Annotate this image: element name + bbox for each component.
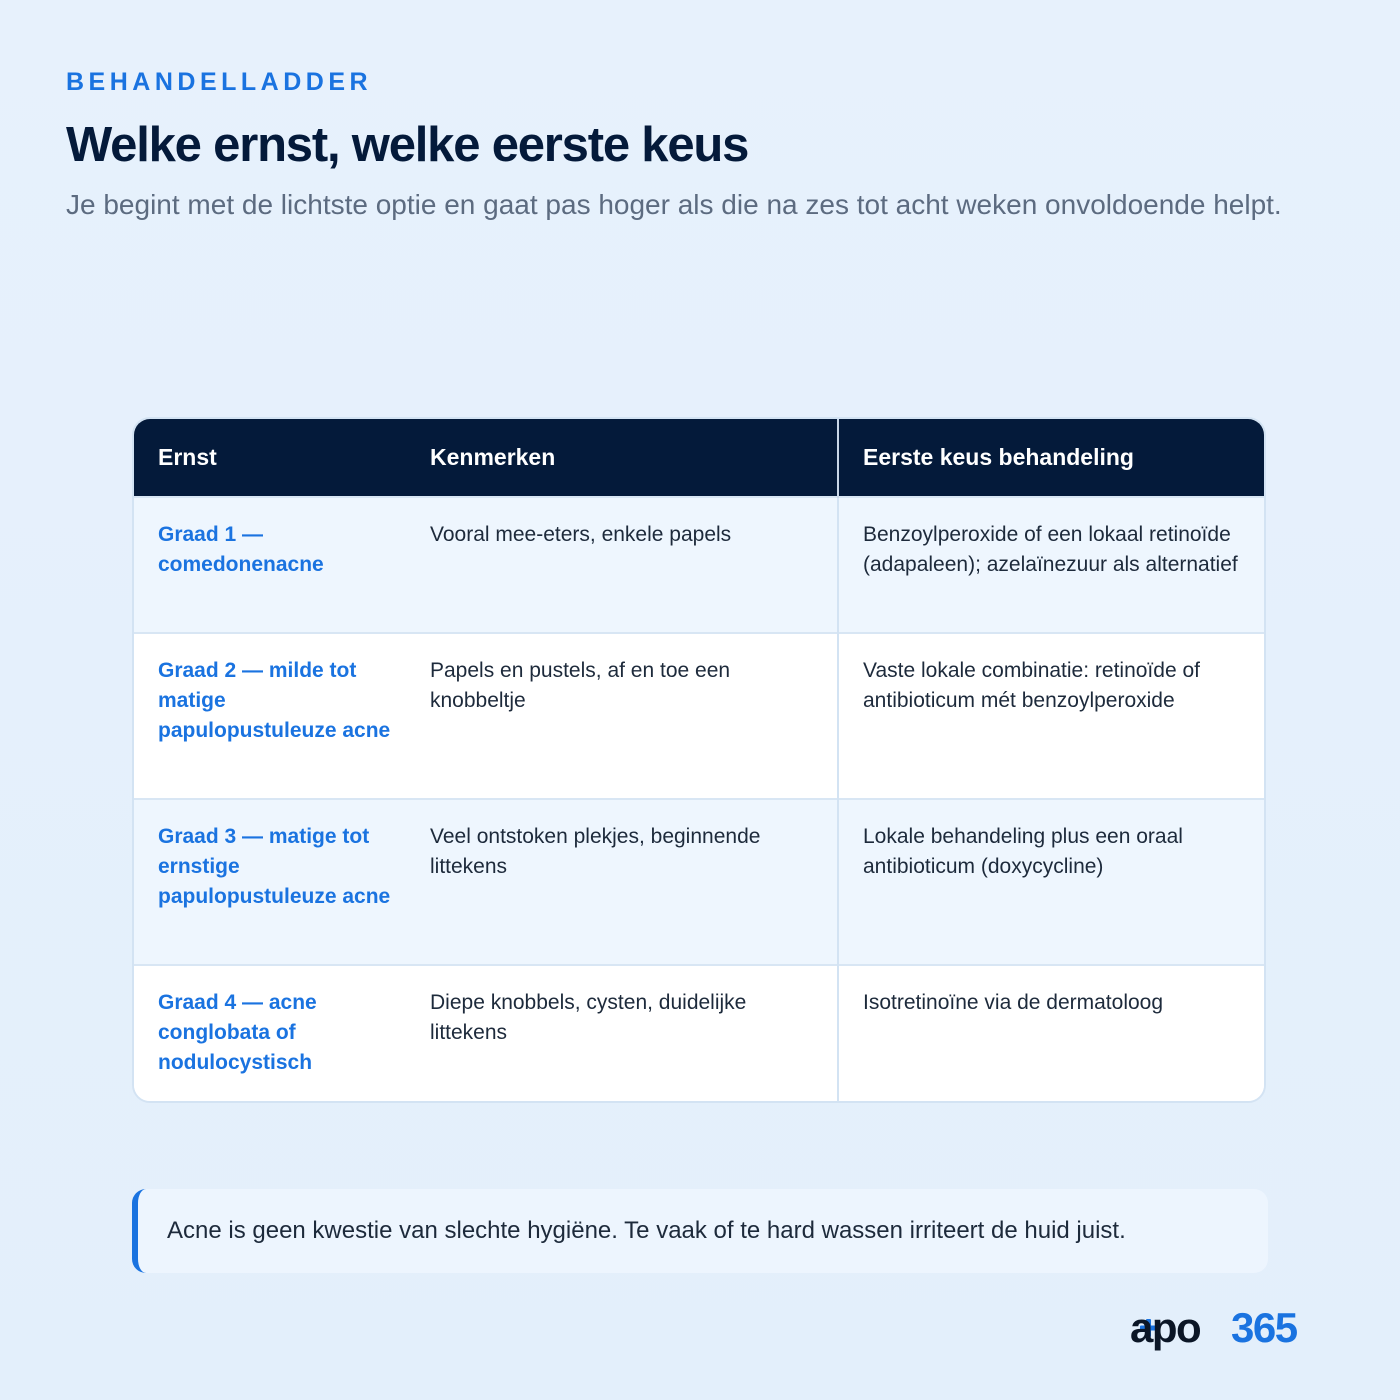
column-header-ernst: Ernst: [158, 444, 217, 470]
characteristics-cell: Veel ontstoken plekjes, beginnende littekens: [406, 799, 838, 965]
table-row: [134, 497, 1264, 633]
treatment-table: [132, 417, 1266, 1103]
apo365-logo: [1130, 1300, 1330, 1360]
table-header-row: [134, 419, 1264, 497]
treatment-cell: Lokale behandeling plus een oraal antibioticum (doxycycline): [863, 825, 1183, 878]
grade-cell: Graad 3 — matige tot ernstige papulopustuleuze acne: [158, 825, 391, 908]
grade-cell: Graad 2 — milde tot matige papulopustuleuze acne: [158, 659, 391, 742]
grade-cell: Graad 4 — acne conglobata of nodulocystisch: [158, 991, 317, 1074]
page-subtitle: Je begint met de lichtste optie en gaat pas hoger als die na zes tot acht weken onvoldoende helpt.: [66, 189, 1282, 220]
treatment-cell: Vaste lokale combinatie: retinoïde of antibioticum mét benzoylperoxide: [863, 659, 1200, 712]
column-header-kenmerken: Kenmerken: [406, 419, 838, 497]
table-row: [134, 965, 1264, 1101]
characteristics-cell: Vooral mee-eters, enkele papels: [406, 497, 838, 633]
characteristics-cell: Diepe knobbels, cysten, duidelijke littekens: [406, 965, 838, 1101]
grade-cell: Graad 1 — comedonenacne: [158, 523, 324, 576]
logo-text-accent: 365: [1231, 1304, 1297, 1351]
treatment-cell: Benzoylperoxide of een lokaal retinoïde (adapaleen); azelaïnezuur als alternatief: [863, 523, 1238, 576]
column-header-behandeling: Eerste keus behandeling: [863, 444, 1134, 470]
table-row: [134, 799, 1264, 965]
table-row: [134, 633, 1264, 799]
characteristics-cell: Papels en pustels, af en toe een knobbeltje: [406, 633, 838, 799]
logo-text-dark: apo: [1130, 1304, 1201, 1351]
page-title: Welke ernst, welke eerste keus: [66, 118, 749, 172]
eyebrow-label: BEHANDELLADDER: [66, 68, 373, 96]
callout-note: Acne is geen kwestie van slechte hygiëne. Te vaak of te hard wassen irriteert de huid juist.: [132, 1189, 1268, 1273]
treatment-cell: Isotretinoïne via de dermatoloog: [863, 991, 1164, 1014]
